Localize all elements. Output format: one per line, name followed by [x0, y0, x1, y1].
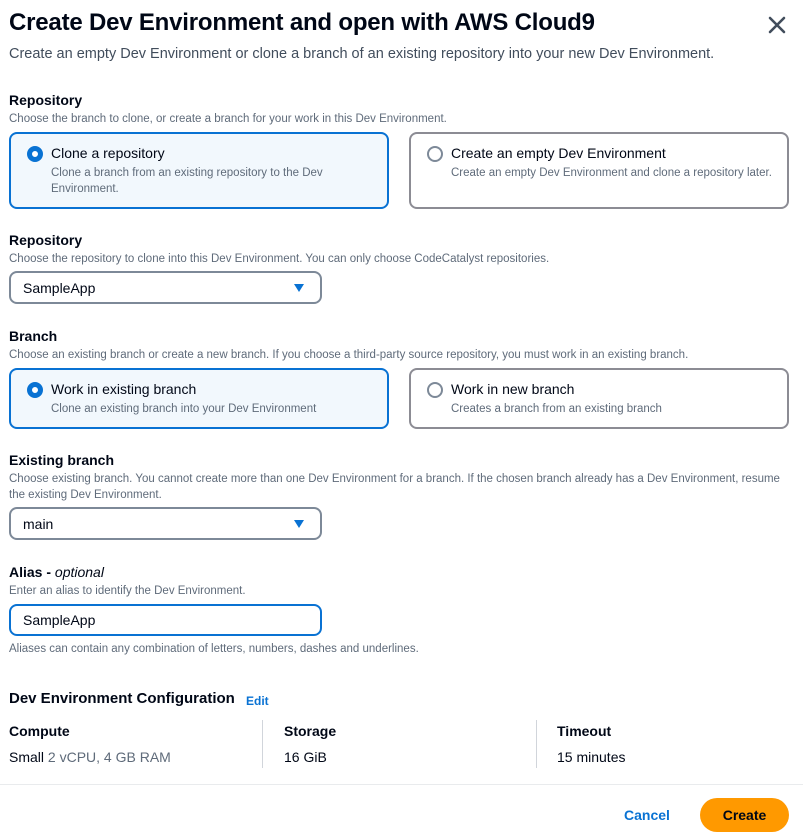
- compute-size: Small: [9, 749, 45, 765]
- existing-branch-label: Existing branch: [9, 452, 115, 468]
- new-branch-title: Work in new branch: [451, 381, 575, 397]
- configuration-edit-link[interactable]: Edit: [246, 694, 269, 708]
- clone-repository-description: Clone a branch from an existing repository to the Dev Environment.: [51, 167, 323, 195]
- new-branch-option-description: Creates a branch from an existing branch: [451, 403, 662, 415]
- new-branch-option[interactable]: [409, 368, 789, 429]
- create-empty-radio[interactable]: [427, 146, 443, 162]
- repository-select-label: Repository: [9, 232, 83, 248]
- column-divider: [536, 720, 537, 768]
- create-empty-description: Create an empty Dev Environment and clone a repository later.: [451, 167, 772, 179]
- compute-value: [9, 749, 171, 765]
- storage-label: Storage: [284, 723, 337, 739]
- compute-label: Compute: [9, 723, 70, 739]
- clone-repository-option[interactable]: [9, 132, 389, 209]
- alias-description: Enter an alias to identify the Dev Environment.: [9, 585, 246, 597]
- existing-branch-select-value: main: [23, 516, 54, 532]
- configuration-title: Dev Environment Configuration: [9, 690, 235, 707]
- repository-choice-label: Repository: [9, 92, 83, 108]
- compute-detail: 2 vCPU, 4 GB RAM: [47, 749, 171, 765]
- timeout-value: 15 minutes: [557, 749, 626, 765]
- create-empty-title: Create an empty Dev Environment: [451, 145, 666, 161]
- dialog-subtitle: Create an empty Dev Environment or clone a branch of an existing repository into your new Dev Environment.: [9, 46, 715, 62]
- existing-branch-title: Work in existing branch: [51, 381, 197, 397]
- branch-choice-description: Choose an existing branch or create a new branch. If you choose a third-party source repository, you must work in an existing branch.: [9, 349, 689, 361]
- existing-branch-radio[interactable]: [27, 382, 43, 398]
- create-button[interactable]: Create: [700, 798, 789, 832]
- close-icon[interactable]: [764, 12, 790, 38]
- alias-label: [9, 564, 104, 580]
- storage-value: 16 GiB: [284, 749, 327, 765]
- repository-select-description: Choose the repository to clone into this Dev Environment. You can only choose CodeCatalyst repositories.: [9, 253, 550, 265]
- clone-repository-title: Clone a repository: [51, 145, 165, 161]
- clone-repository-radio[interactable]: [27, 146, 43, 162]
- caret-down-icon: [294, 284, 304, 292]
- existing-branch-option[interactable]: [9, 368, 389, 429]
- existing-branch-option-description: Clone an existing branch into your Dev Environment: [51, 403, 317, 415]
- column-divider: [262, 720, 263, 768]
- branch-choice-label: Branch: [9, 328, 58, 344]
- repository-select[interactable]: [9, 271, 322, 304]
- dialog-title: Create Dev Environment and open with AWS Cloud9: [9, 9, 595, 36]
- alias-constraint-text: Aliases can contain any combination of letters, numbers, dashes and underlines.: [9, 643, 419, 655]
- repository-select-value: SampleApp: [23, 280, 96, 296]
- alias-input[interactable]: [9, 604, 322, 636]
- cancel-button[interactable]: Cancel: [624, 807, 670, 823]
- caret-down-icon: [294, 520, 304, 528]
- create-empty-option[interactable]: [409, 132, 789, 209]
- timeout-label: Timeout: [557, 723, 612, 739]
- repository-choice-description: Choose the branch to clone, or create a branch for your work in this Dev Environment.: [9, 113, 447, 125]
- existing-branch-select[interactable]: [9, 507, 322, 540]
- alias-label-text: Alias -: [9, 564, 55, 580]
- new-branch-radio[interactable]: [427, 382, 443, 398]
- alias-optional-tag: optional: [54, 564, 104, 580]
- footer-divider: [0, 784, 803, 785]
- existing-branch-description: Choose existing branch. You cannot create more than one Dev Environment for a branch. If the chosen branch already has a Dev Environment, resume the existing Dev Environment.: [9, 473, 780, 501]
